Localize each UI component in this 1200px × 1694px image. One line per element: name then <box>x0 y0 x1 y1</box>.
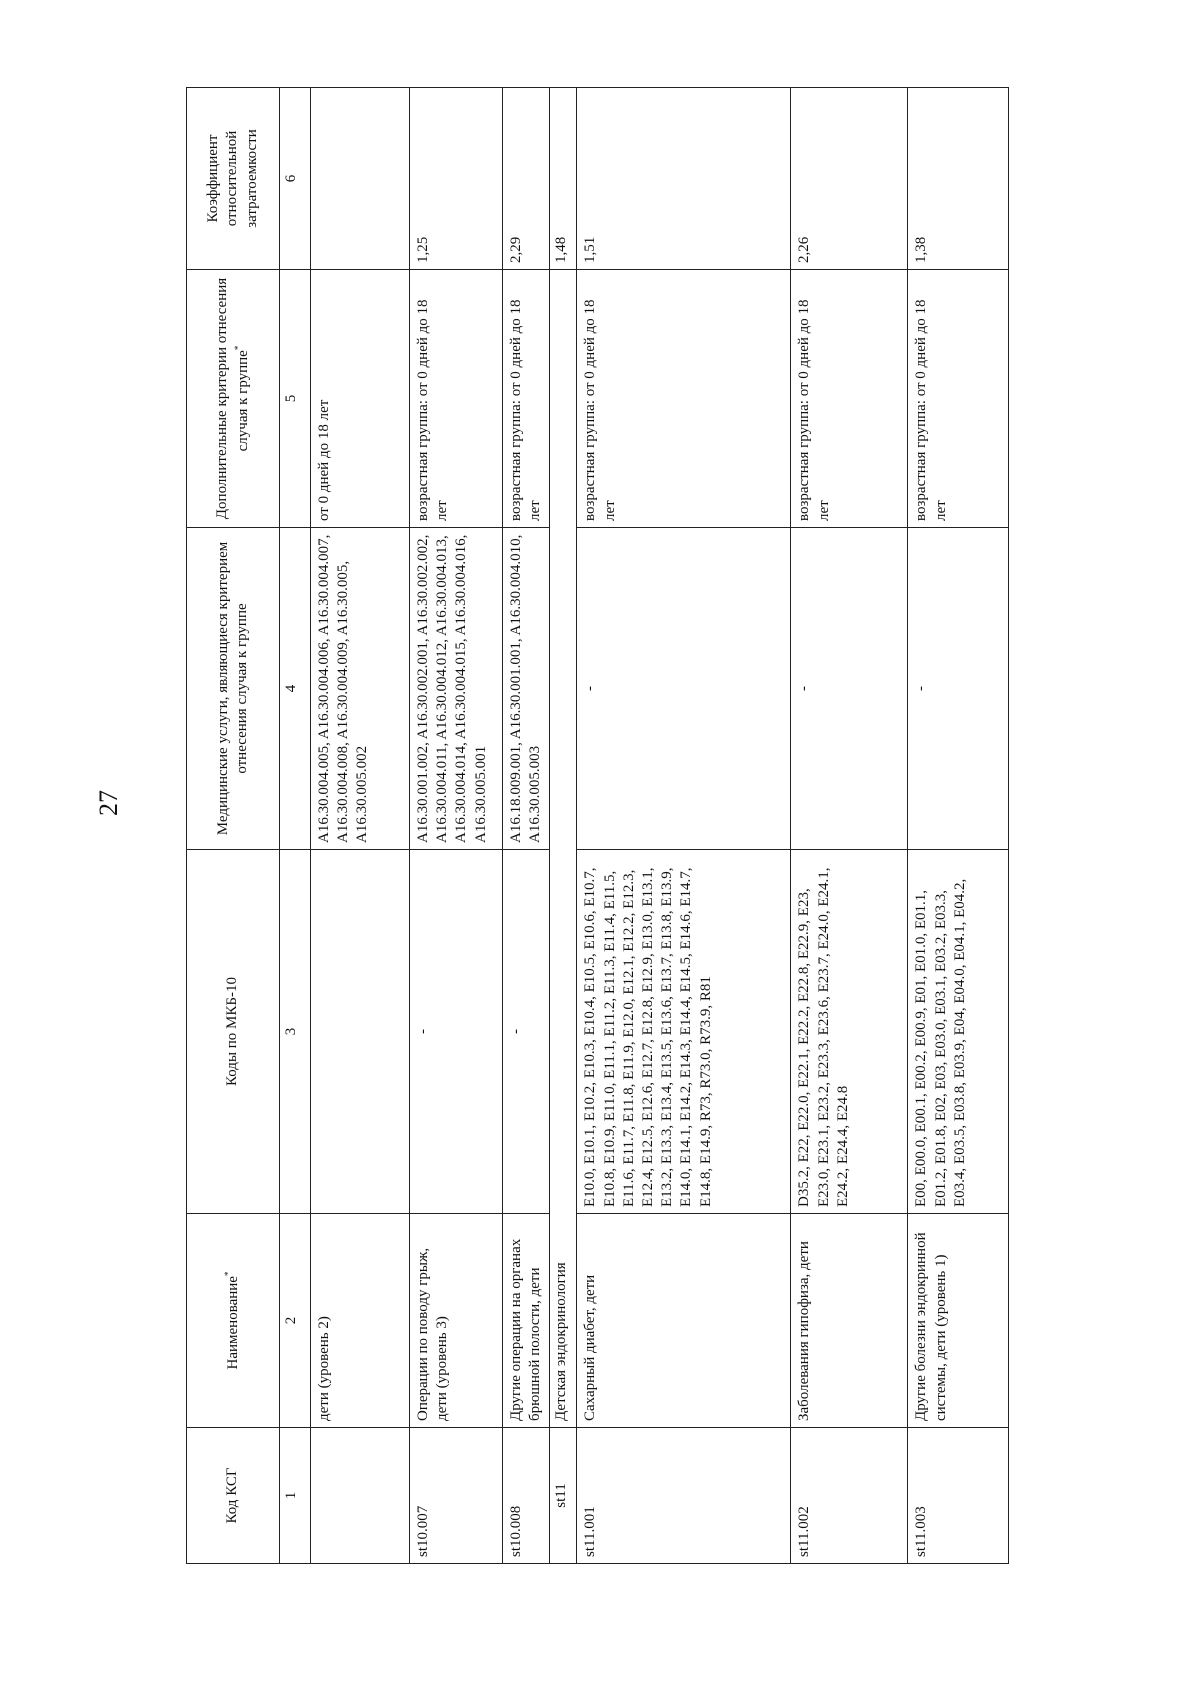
table-row <box>311 88 410 1564</box>
ksg-code-cell: st11.002 <box>791 1428 908 1564</box>
section-code-cell: st11 <box>550 1428 577 1564</box>
coefficient-cell: 1,38 <box>908 88 1009 270</box>
header-services: Медицинские услуги, являющиеся критерием отнесения случая к группе <box>187 528 280 850</box>
section-row <box>550 88 577 1564</box>
table-header-row <box>187 88 280 1564</box>
table-row <box>410 88 503 1564</box>
header-mkb: Коды по МКБ-10 <box>187 850 280 1214</box>
ksg-code-cell: st11.003 <box>908 1428 1009 1564</box>
column-number: 4 <box>280 528 311 850</box>
services-cell: A16.30.001.002, A16.30.002.001, A16.30.002.002, A16.30.004.011, A16.30.004.012, A16.30.004.013, A16.30.004.014, A16.30.004.015, A16.30.004.016, A16.30.005.001 <box>410 528 503 850</box>
criteria-cell: возрастная группа: от 0 дней до 18 лет <box>503 270 550 528</box>
mkb-codes-cell: E00, E00.0, E00.1, E00.2, E00.9, E01, E01.0, E01.1, E01.2, E01.8, E02, E03, E03.0, E03.1, E03.2, E03.3, E03.4, E03.5, E03.8, E03.9, E04, E04.0, E04.1, E04.2, <box>908 850 1009 1214</box>
criteria-cell: от 0 дней до 18 лет <box>311 270 410 528</box>
mkb-codes-cell: D35.2, E22, E22.0, E22.1, E22.2, E22.8, E22.9, E23, E23.0, E23.1, E23.2, E23.3, E23.6, E23.7, E24.0, E24.1, E24.2, E24.4, E24.8 <box>791 850 908 1214</box>
services-cell: A16.18.009.001, A16.30.001.001, A16.30.004.010, A16.30.005.003 <box>503 528 550 850</box>
criteria-cell: возрастная группа: от 0 дней до 18 лет <box>908 270 1009 528</box>
section-coefficient-cell: 1,48 <box>550 88 577 270</box>
section-name-cell: Детская эндокринология <box>550 270 577 1428</box>
ksg-code-cell <box>311 1428 410 1564</box>
mkb-codes-cell: - <box>503 850 550 1214</box>
services-cell: A16.30.004.005, A16.30.004.006, A16.30.004.007, A16.30.004.008, A16.30.004.009, A16.30.005, A16.30.005.002 <box>311 528 410 850</box>
table-row <box>577 88 791 1564</box>
header-criteria: Дополнительные критерии отнесения случая к группе* <box>187 270 280 528</box>
services-cell: - <box>791 528 908 850</box>
column-number: 6 <box>280 88 311 270</box>
coefficient-cell: 1,51 <box>577 88 791 270</box>
coefficient-cell: 2,29 <box>503 88 550 270</box>
services-cell: - <box>908 528 1009 850</box>
mkb-codes-cell <box>311 850 410 1214</box>
ksg-name-cell: Другие болезни эндокринной системы, дети (уровень 1) <box>908 1214 1009 1428</box>
ksg-name-cell: дети (уровень 2) <box>311 1214 410 1428</box>
column-number: 2 <box>280 1214 311 1428</box>
column-number: 1 <box>280 1428 311 1564</box>
ksg-name-cell: Заболевания гипофиза, дети <box>791 1214 908 1428</box>
ksg-code-cell: st10.008 <box>503 1428 550 1564</box>
criteria-cell: возрастная группа: от 0 дней до 18 лет <box>410 270 503 528</box>
ksg-code-cell: st11.001 <box>577 1428 791 1564</box>
coefficient-cell: 1,25 <box>410 88 503 270</box>
coefficient-cell: 2,26 <box>791 88 908 270</box>
coefficient-cell <box>311 88 410 270</box>
column-number-row <box>280 88 311 1564</box>
criteria-cell: возрастная группа: от 0 дней до 18 лет <box>791 270 908 528</box>
ksg-name-cell: Другие операции на органах брюшной полости, дети <box>503 1214 550 1428</box>
column-number: 5 <box>280 270 311 528</box>
header-code: Код КСГ <box>187 1428 280 1564</box>
services-cell: - <box>577 528 791 850</box>
criteria-cell: возрастная группа: от 0 дней до 18 лет <box>577 270 791 528</box>
table-row <box>503 88 550 1564</box>
header-name: Наименование* <box>187 1214 280 1428</box>
ksg-table <box>186 87 1009 1564</box>
column-number: 3 <box>280 850 311 1214</box>
ksg-code-cell: st10.007 <box>410 1428 503 1564</box>
table-row <box>791 88 908 1564</box>
header-coef: Коэффициент относительной затратоемкости <box>187 88 280 270</box>
table-row <box>908 88 1009 1564</box>
ksg-name-cell: Операции по поводу грыж, дети (уровень 3) <box>410 1214 503 1428</box>
mkb-codes-cell: E10.0, E10.1, E10.2, E10.3, E10.4, E10.5, E10.6, E10.7, E10.8, E10.9, E11.0, E11.1, E11.2, E11.3, E11.4, E11.5, E11.6, E11.7, E11.8, E11.9, E12.0, E12.1, E12.2, E12.3, E12.4, E12.5, E12.6, E12.7, E12.8, E12.9, E13.0, E13.1, E13.2, E13.3, E13.4, E13.5, E13.6, E13.7, E13.8, E13.9, E14.0, E14.1, E14.2, E14.3, E14.4, E14.5, E14.6, E14.7, E14.8, E14.9, R73, R73.0, R73.9, R81 <box>577 850 791 1214</box>
page-number: 27 <box>94 790 123 816</box>
ksg-name-cell: Сахарный диабет, дети <box>577 1214 791 1428</box>
table-rotated-container <box>186 88 1104 1564</box>
mkb-codes-cell: - <box>410 850 503 1214</box>
